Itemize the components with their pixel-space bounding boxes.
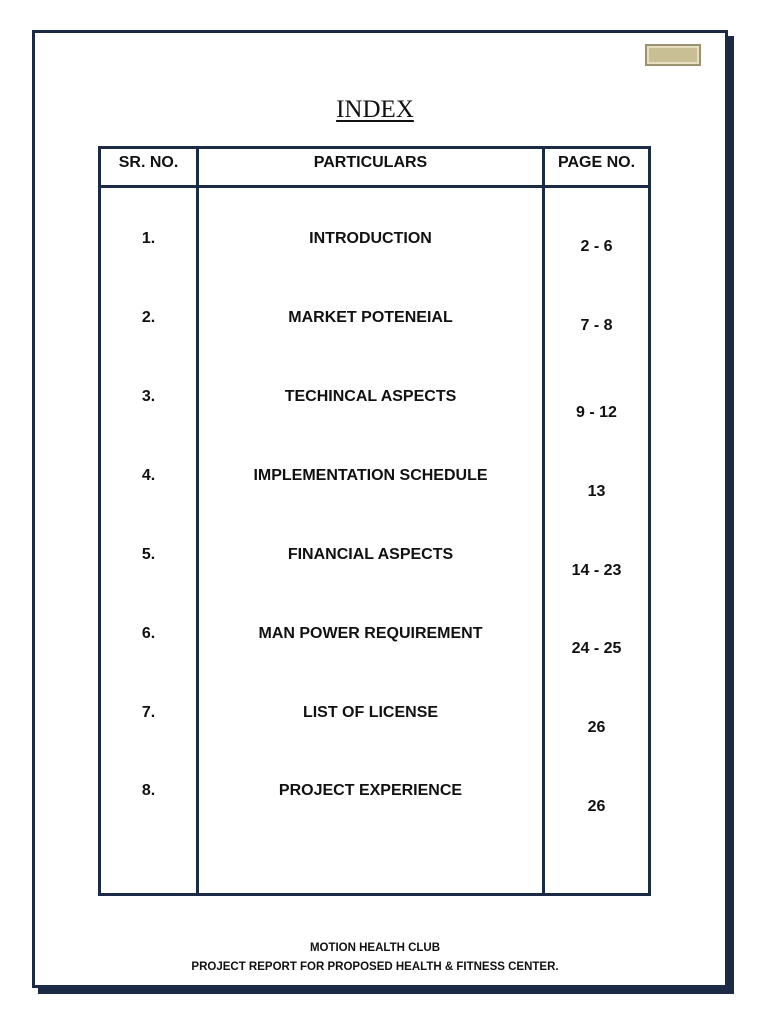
table-row <box>101 782 648 842</box>
particular-cell: PROJECT EXPERIENCE <box>278 782 463 799</box>
page-no-cell: 26 <box>587 798 606 815</box>
particular-cell: MAN POWER REQUIREMENT <box>258 625 483 642</box>
page-no-cell: 24 - 25 <box>571 640 622 657</box>
sr-no-cell: 4. <box>141 467 156 484</box>
footer-report-title: PROJECT REPORT FOR PROPOSED HEALTH & FITNESS CENTER. <box>191 961 559 973</box>
table-row <box>101 388 648 448</box>
header-divider <box>101 185 648 188</box>
particular-cell: INTRODUCTION <box>309 230 432 247</box>
particular-cell: IMPLEMENTATION SCHEDULE <box>253 467 488 484</box>
index-table <box>98 146 651 896</box>
table-row <box>101 546 648 606</box>
sr-no-cell: 1. <box>141 230 156 247</box>
header-page-no: PAGE NO. <box>557 154 636 171</box>
page-no-cell: 26 <box>587 719 606 736</box>
sr-no-cell: 6. <box>141 625 156 642</box>
page-title: INDEX <box>336 96 414 123</box>
header-particulars: PARTICULARS <box>313 154 428 171</box>
footer-org-name: MOTION HEALTH CLUB <box>309 942 441 954</box>
sr-no-cell: 7. <box>141 704 156 721</box>
table-row <box>101 467 648 527</box>
table-row <box>101 704 648 764</box>
sr-no-cell: 8. <box>141 782 156 799</box>
page-no-cell: 2 - 6 <box>580 238 613 255</box>
sr-no-cell: 3. <box>141 388 156 405</box>
tag-box <box>645 44 701 66</box>
particular-cell: FINANCIAL ASPECTS <box>287 546 454 563</box>
page-no-cell: 13 <box>587 483 606 500</box>
table-row <box>101 625 648 685</box>
particular-cell: MARKET POTENEIAL <box>288 309 453 326</box>
table-row <box>101 309 648 369</box>
particular-cell: TECHINCAL ASPECTS <box>284 388 457 405</box>
sr-no-cell: 2. <box>141 309 156 326</box>
particular-cell: LIST OF LICENSE <box>302 704 439 721</box>
page-no-cell: 14 - 23 <box>571 562 622 579</box>
header-sr-no: SR. NO. <box>118 154 179 171</box>
sr-no-cell: 5. <box>141 546 156 563</box>
table-row <box>101 230 648 290</box>
page-no-cell: 7 - 8 <box>580 317 613 334</box>
page-no-cell: 9 - 12 <box>576 404 617 421</box>
